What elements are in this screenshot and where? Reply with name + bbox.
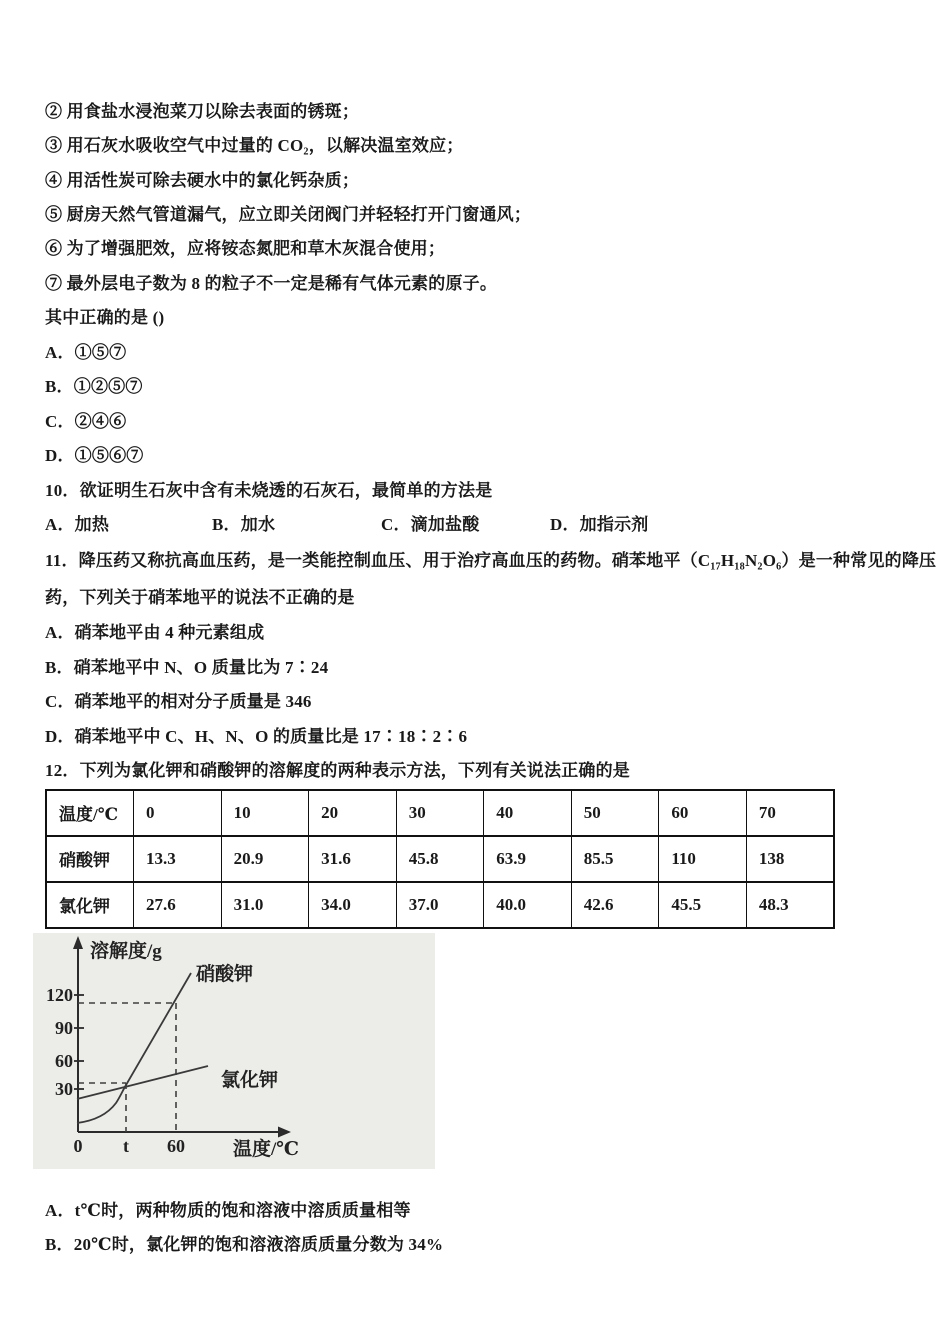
table-cell: 10 (221, 790, 309, 836)
table-cell: 0 (134, 790, 222, 836)
q9-prompt: 其中正确的是 () (45, 308, 165, 328)
solubility-chart (33, 933, 435, 1169)
q9-option-b: B．①②⑤⑦ (45, 377, 143, 397)
table-cell: 31.6 (309, 836, 397, 882)
q11-option-b: B．硝苯地平中 N、O 质量比为 7∶24 (45, 657, 329, 677)
x-tick-label-t: t (123, 1135, 129, 1156)
table-cell: 30 (396, 790, 484, 836)
q10-option-a: A．加热 (45, 514, 110, 534)
y-tick-label-120: 120 (46, 984, 73, 1005)
q11-option-c: C．硝苯地平的相对分子质量是 346 (45, 692, 312, 712)
series-label-kcl: 氯化钾 (221, 1069, 279, 1091)
statement-4: ④ 用活性炭可除去硬水中的氯化钙杂质； (45, 170, 360, 190)
y-axis-label: 溶解度/g (90, 940, 162, 962)
table-cell: 27.6 (134, 882, 222, 928)
table-cell: 138 (746, 836, 834, 882)
q11-option-d: D．硝苯地平中 C、H、N、O 的质量比是 17∶18∶2∶6 (45, 726, 468, 746)
table-cell: 20.9 (221, 836, 309, 882)
q9-option-a: A．①⑤⑦ (45, 342, 127, 362)
q11-stem-line1: 11．降压药又称抗高血压药，是一类能控制血压、用于治疗高血压的药物。硝苯地平（C₁₇H₁₈N₂O₆）是一种常见的降压 (45, 550, 937, 570)
table-cell: 110 (659, 836, 747, 882)
table-cell: 34.0 (309, 882, 397, 928)
table-cell: 48.3 (746, 882, 834, 928)
table-cell: 60 (659, 790, 747, 836)
y-tick-label-90: 90 (55, 1017, 73, 1038)
q12-option-a: A．t℃时，两种物质的饱和溶液中溶质质量相等 (45, 1200, 411, 1220)
table-cell: 温度/℃ (46, 790, 134, 836)
table-cell: 70 (746, 790, 834, 836)
q10-stem: 10．欲证明生石灰中含有未烧透的石灰石，最简单的方法是 (45, 480, 493, 500)
table-cell: 45.5 (659, 882, 747, 928)
table-cell: 63.9 (484, 836, 572, 882)
statement-3: ③ 用石灰水吸收空气中过量的 CO₂，以解决温室效应； (45, 136, 464, 156)
table-row-kcl (46, 882, 834, 928)
table-cell: 硝酸钾 (46, 836, 134, 882)
q11-option-a: A．硝苯地平由 4 种元素组成 (45, 623, 265, 643)
q11-stem-line2: 药，下列关于硝苯地平的说法不正确的是 (45, 587, 355, 607)
q12-option-b: B．20℃时，氯化钾的饱和溶液溶质质量分数为 34% (45, 1235, 444, 1255)
table-cell: 45.8 (396, 836, 484, 882)
q10-option-d: D．加指示剂 (550, 514, 649, 534)
table-cell: 31.0 (221, 882, 309, 928)
x-tick-label-60: 60 (167, 1135, 185, 1156)
statement-2: ② 用食盐水浸泡菜刀以除去表面的锈斑； (45, 101, 360, 121)
table-cell: 42.6 (571, 882, 659, 928)
table-cell: 40 (484, 790, 572, 836)
table-cell: 氯化钾 (46, 882, 134, 928)
table-row-header (46, 790, 834, 836)
statement-7: ⑦ 最外层电子数为 8 的粒子不一定是稀有气体元素的原子。 (45, 273, 498, 293)
y-tick-label-30: 30 (55, 1078, 73, 1099)
x-tick-label-0: 0 (73, 1135, 83, 1156)
y-tick-label-60: 60 (55, 1050, 73, 1071)
q10-option-c: C．滴加盐酸 (381, 514, 480, 534)
table-row-kno3 (46, 836, 834, 882)
table-cell: 37.0 (396, 882, 484, 928)
statement-6: ⑥ 为了增强肥效，应将铵态氮肥和草木灰混合使用； (45, 239, 446, 259)
statement-5: ⑤ 厨房天然气管道漏气，应立即关闭阀门并轻轻打开门窗通风； (45, 205, 532, 225)
q10-option-b: B．加水 (212, 514, 276, 534)
solubility-table (45, 789, 835, 929)
q9-option-c: C．②④⑥ (45, 411, 127, 431)
table-cell: 85.5 (571, 836, 659, 882)
q10-options (45, 505, 905, 539)
table-cell: 13.3 (134, 836, 222, 882)
series-label-kno3: 硝酸钾 (196, 963, 254, 985)
q12-stem: 12．下列为氯化钾和硝酸钾的溶解度的两种表示方法，下列有关说法正确的是 (45, 761, 630, 781)
table-cell: 50 (571, 790, 659, 836)
table-cell: 20 (309, 790, 397, 836)
table-cell: 40.0 (484, 882, 572, 928)
q9-option-d: D．①⑤⑥⑦ (45, 446, 144, 466)
x-axis-label: 温度/℃ (233, 1138, 300, 1160)
